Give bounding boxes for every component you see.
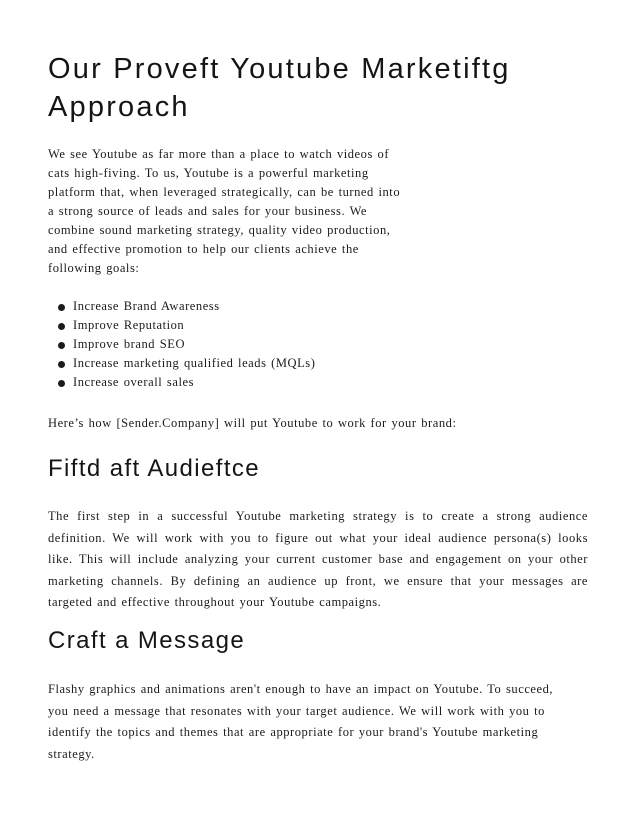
goal-item bbox=[58, 316, 315, 335]
bullet-icon bbox=[58, 342, 65, 349]
goals-list bbox=[58, 297, 315, 392]
goal-text: Increase marketing qualified leads (MQLs) bbox=[73, 356, 316, 370]
goal-text: Improve brand SEO bbox=[73, 337, 186, 351]
section-body-message: Flashy graphics and animations aren't enough to have an impact on Youtube. To succeed, you need a message that resonates with your target audience. We will work with you to identify the topics and themes that are appropriate for your brand's Youtube marketing strategy. bbox=[48, 682, 554, 761]
bullet-icon bbox=[58, 304, 65, 311]
intro-paragraph: We see Youtube as far more than a place to watch videos of cats high-fiving. To us, Youtube is a powerful marketing platform that, when leveraged strategically, can be turned into a strong source of leads and sales for your business. We combine sound marketing strategy, quality video production, and effective promotion to help our clients achieve the following goals: bbox=[48, 147, 401, 275]
bullet-icon bbox=[58, 323, 65, 330]
bullet-icon bbox=[58, 361, 65, 368]
bullet-icon bbox=[58, 380, 65, 387]
goal-item bbox=[58, 335, 315, 354]
goal-item bbox=[58, 297, 315, 316]
section-body-audience: The first step in a successful Youtube marketing strategy is to create a strong audience definition. We will work with you to figure out what your ideal audience persona(s) looks like. This will include analyzing your current customer base and engagement on your other marketing channels. By defining an audience up front, we ensure that your messages are targeted and effective throughout your Youtube campaigns. bbox=[48, 509, 588, 609]
goal-item bbox=[58, 354, 315, 373]
goal-item bbox=[58, 373, 315, 392]
page-title: Our Proveft Youtube Marketiftg Approach bbox=[48, 53, 511, 123]
section-heading-audience: Fiftd aft Audieftce bbox=[48, 455, 261, 482]
how-to-paragraph: Here’s how [Sender.Company] will put Youtube to work for your brand: bbox=[48, 416, 457, 430]
section-heading-message: Craft a Message bbox=[48, 627, 246, 654]
goal-text: Improve Reputation bbox=[73, 318, 185, 332]
goal-text: Increase overall sales bbox=[73, 375, 194, 389]
goal-text: Increase Brand Awareness bbox=[73, 299, 220, 313]
